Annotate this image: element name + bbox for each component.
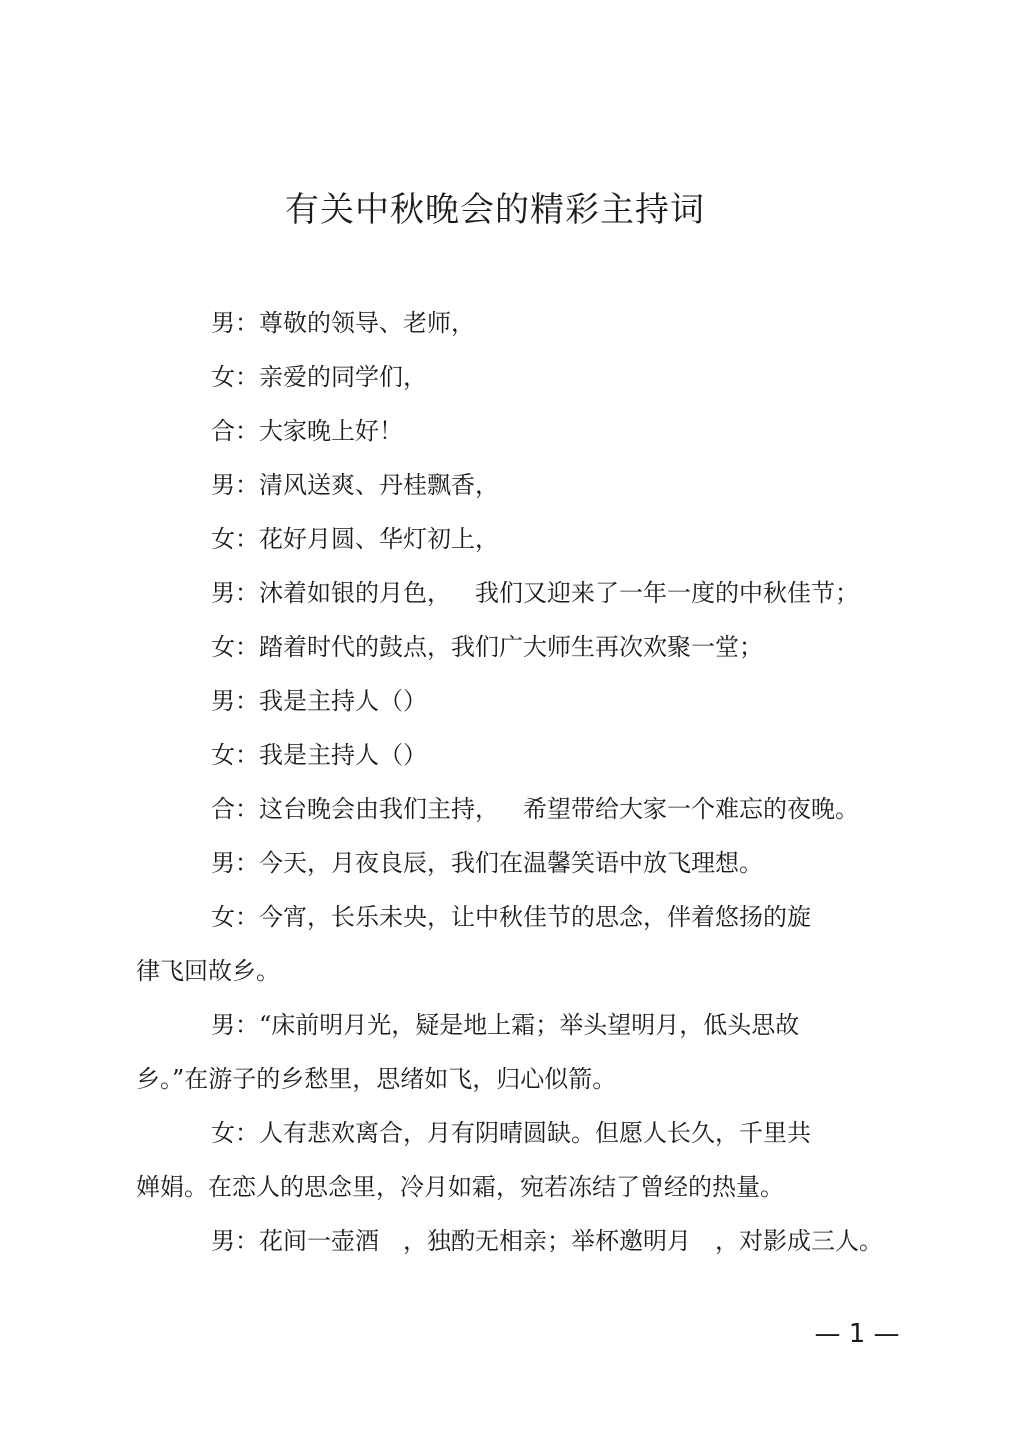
paragraph-line: 律飞回故乡。	[136, 957, 280, 985]
paragraph-line: 女：人有悲欢离合，月有阴晴圆缺。但愿人长久，千里共	[211, 1119, 811, 1147]
paragraph-line: 女：花好月圆、华灯初上，	[211, 525, 499, 553]
paragraph-line: 男：我是主持人（）	[211, 687, 427, 715]
paragraph-line: 男：花间一壶酒 ，独酌无相亲；举杯邀明月 ，对影成三人。	[211, 1227, 883, 1255]
paragraph-line: 婵娟。在恋人的思念里，冷月如霜，宛若冻结了曾经的热量。	[136, 1173, 784, 1201]
paragraph-line: 女：今宵，长乐未央，让中秋佳节的思念，伴着悠扬的旋	[211, 903, 811, 931]
paragraph-line: 女：踏着时代的鼓点，我们广大师生再次欢聚一堂；	[211, 633, 763, 661]
paragraph-line: 男：今天，月夜良辰，我们在温馨笑语中放飞理想。	[211, 849, 763, 877]
paragraph-line: 男：尊敬的领导、老师，	[211, 309, 475, 337]
paragraph-line: 合：大家晚上好！	[211, 417, 403, 445]
paragraph-line: 男：“床前明月光，疑是地上霜；举头望明月，低头思故	[211, 1011, 800, 1039]
document-body	[136, 296, 896, 1268]
document-title: 有关中秋晚会的精彩主持词	[285, 190, 705, 230]
paragraph-line: 女：亲爱的同学们，	[211, 363, 427, 391]
paragraph-line: 乡。”在游子的乡愁里，思绪如飞，归心似箭。	[136, 1065, 617, 1093]
paragraph-line: 合：这台晚会由我们主持， 希望带给大家一个难忘的夜晚。	[211, 795, 859, 823]
page-number: — 1 —	[814, 1319, 900, 1349]
paragraph-line: 男：清风送爽、丹桂飘香，	[211, 471, 499, 499]
paragraph-line: 男：沐着如银的月色， 我们又迎来了一年一度的中秋佳节；	[211, 579, 859, 607]
paragraph-line: 女：我是主持人（）	[211, 741, 427, 769]
